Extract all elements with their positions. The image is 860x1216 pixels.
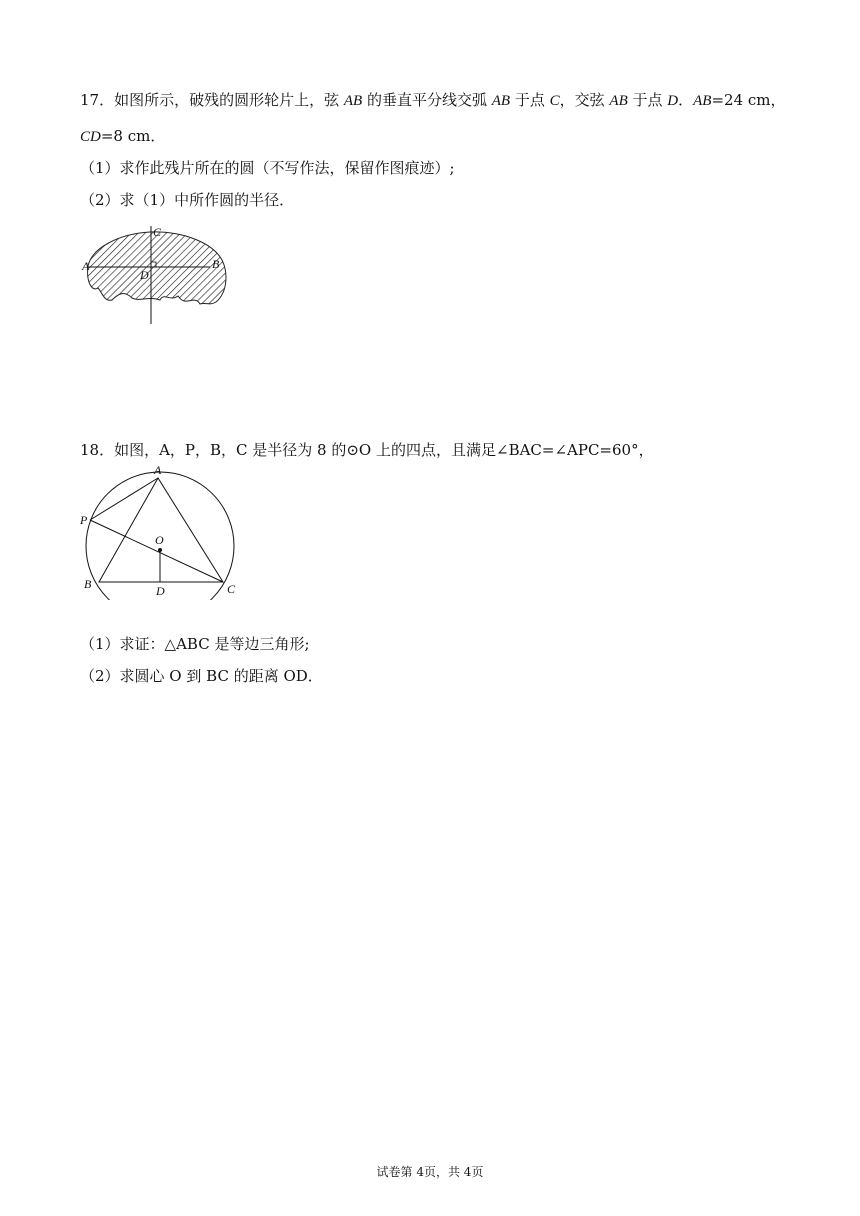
label-o: O xyxy=(155,533,164,547)
segment-pa xyxy=(90,478,158,520)
label-c: C xyxy=(153,225,162,239)
q18-part2: （2）求圆心 O 到 BC 的距离 OD． xyxy=(80,667,323,685)
q18-line1: 18．如图，A，P，B，C 是半径为 8 的⊙O 上的四点，且满足∠BAC=∠APC=60°， xyxy=(80,441,654,459)
q17-part1: （1）求作此残片所在的圆（不写作法，保留作图痕迹）; xyxy=(80,159,455,177)
center-point xyxy=(158,548,162,552)
label-b: B xyxy=(84,577,92,591)
label-a: A xyxy=(82,259,90,273)
triangle-abc xyxy=(99,478,223,582)
q17-figure xyxy=(78,222,238,326)
broken-wheel-shape xyxy=(88,232,226,304)
q17-part2: （2）求（1）中所作圆的半径． xyxy=(80,191,295,209)
label-p: P xyxy=(80,513,88,527)
q17-line1: 17．如图所示，破残的圆形轮片上，弦 AB 的垂直平分线交弧 AB 于点 C，交弦 AB 于点 D．AB=24 cm， xyxy=(80,91,786,109)
q18-figure xyxy=(78,464,248,600)
label-a: A xyxy=(154,464,162,477)
q17-line2: CD=8 cm． xyxy=(80,127,166,145)
q18-part1: （1）求证：△ABC 是等边三角形; xyxy=(80,635,310,653)
page-footer: 试卷第 4页，共 4页 xyxy=(376,1165,484,1179)
label-b: B xyxy=(212,257,220,271)
label-d: D xyxy=(156,584,165,598)
label-d: D xyxy=(140,268,149,282)
label-c: C xyxy=(227,582,236,596)
